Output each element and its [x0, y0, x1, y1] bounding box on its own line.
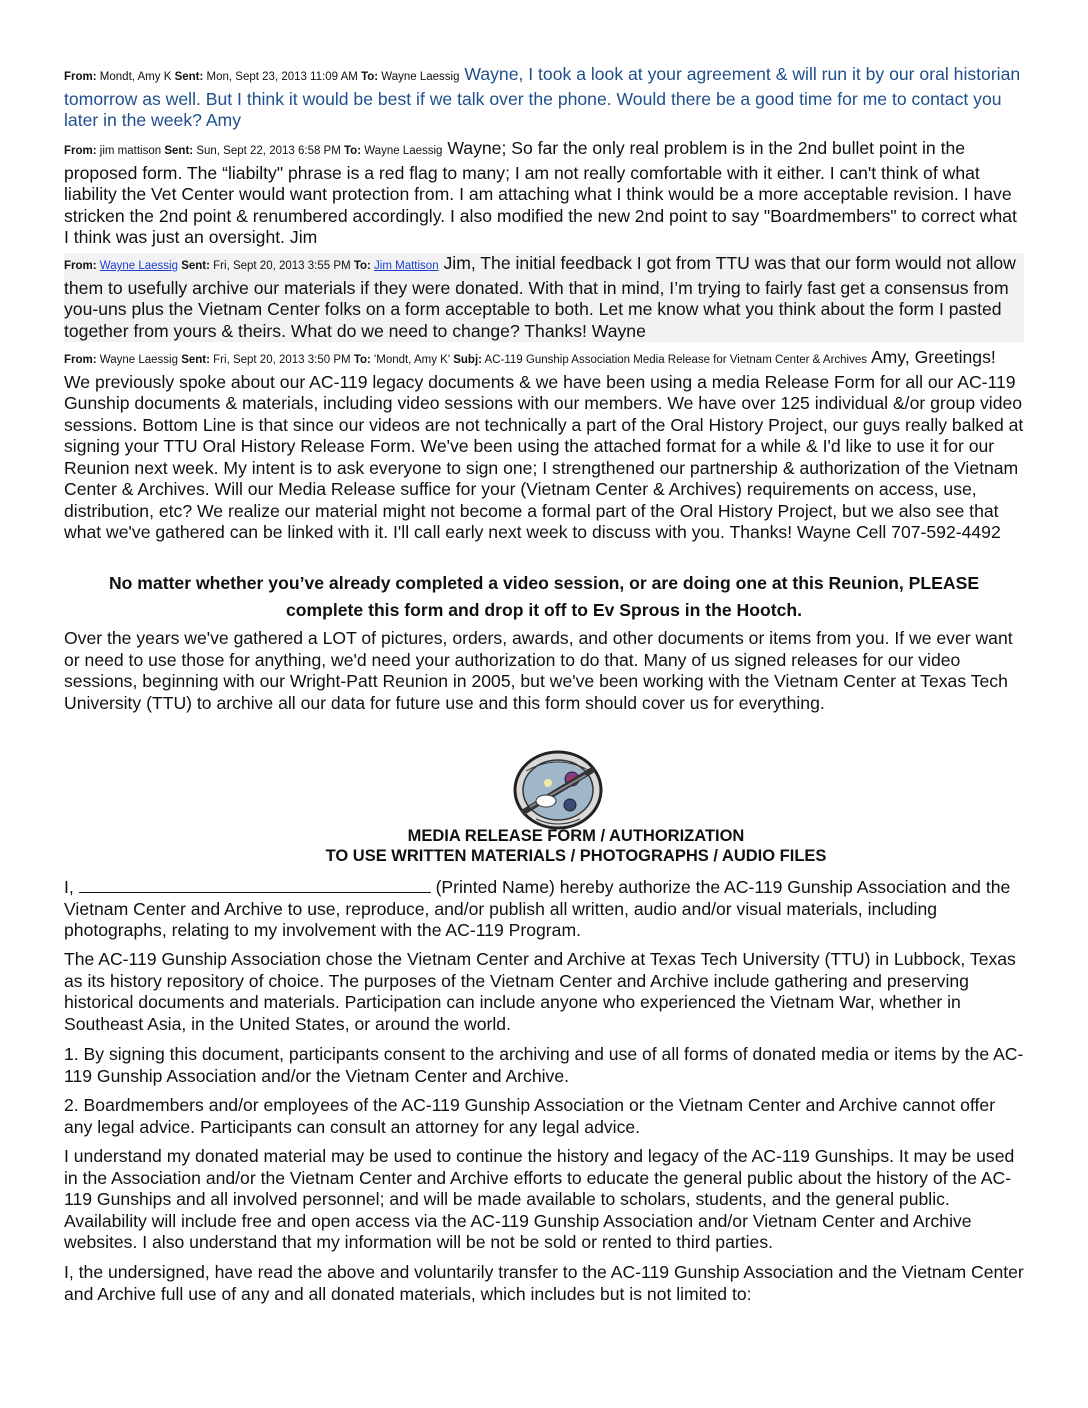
- from-value: jim mattison: [99, 145, 162, 157]
- notice-line-2: complete this form and drop it off to Ev Sprous in the Hootch.: [285, 600, 803, 620]
- sent-label: Sent:: [174, 71, 204, 83]
- to-value: Wayne Laessig: [381, 71, 460, 83]
- sent-label: Sent:: [181, 354, 210, 366]
- notice-line-1: No matter whether you’ve already completed a video session, or are doing one at this Reunion, PLEASE: [108, 573, 980, 593]
- to-label: To:: [353, 354, 371, 366]
- email-message: [64, 253, 1024, 342]
- to-label: To:: [361, 71, 379, 83]
- to-label: To:: [353, 260, 371, 272]
- subj-label: Subj:: [453, 354, 482, 366]
- to-link[interactable]: Jim Mattison: [374, 260, 439, 272]
- form-subtitle: TO USE WRITTEN MATERIALS / PHOTOGRAPHS / AUDIO FILES: [325, 847, 827, 865]
- email-body: Jim, The initial feedback I got from TTU was that our form would not allow them to usefully archive our materials if they were donated. With that in mind, I’m trying to fairly fast get a consensus from you-uns plus the Vietnam Center folks on a form acceptable to both. Let me know what you think about the form I pasted together from yours & theirs. What do we need to change? Thanks! Wayne: [64, 253, 1016, 341]
- email-message: [64, 138, 1024, 249]
- to-value: 'Mondt, Amy K': [374, 354, 451, 366]
- to-value: Wayne Laessig: [364, 145, 443, 157]
- from-label: From:: [64, 145, 97, 157]
- from-value: Mondt, Amy K: [99, 71, 172, 83]
- printed-name-field[interactable]: [79, 878, 431, 893]
- email-body: Wayne, I took a look at your agreement & will run it by our oral historian tomorrow as well. But I think it would be best if we talk over the phone. Would there be a good time for me to contact you later in the week? Amy: [64, 64, 1021, 130]
- sent-value: Fri, Sept 20, 2013 3:50 PM: [213, 354, 351, 366]
- to-label: To:: [344, 145, 362, 157]
- intro-paragraph: Over the years we've gathered a LOT of pictures, orders, awards, and other documents or items from you. If we ever want or need to use those for anything, we'd need your authorization to do that. Many of us signed releases for our video sessions, beginning with our Wright-Patt Reunion in 2005, but we've been working with the Vietnam Center at Texas Tech University (TTU) to archive all our data for future use and this form should cover us for everything.: [64, 628, 1013, 713]
- from-label: From:: [64, 354, 97, 366]
- form-paragraph-consent: 1. By signing this document, participants consent to the archiving and use of all forms of donated media or items by the AC-119 Gunship Association and/or the Vietnam Center and Archive.: [64, 1044, 1024, 1086]
- form-paragraph-repository: The AC-119 Gunship Association chose the Vietnam Center and Archive at Texas Tech University (TTU) in Lubbock, Texas as its history repository of choice. The purposes of the Vietnam Center and Archive include gathering and preserving historical documents and materials. Participation can include anyone who experienced the Vietnam War, whether in Southeast Asia, in the United States, or around the world.: [64, 949, 1016, 1034]
- email-message: [64, 64, 1024, 132]
- form-paragraph-transfer: I, the undersigned, have read the above and voluntarily transfer to the AC-119 Gunship Association and the Vietnam Center and Archive full use of any and all donated materials, which includes but is not limited to:: [64, 1262, 1024, 1304]
- sent-value: Sun, Sept 22, 2013 6:58 PM: [196, 145, 341, 157]
- sent-value: Mon, Sept 23, 2013 11:09 AM: [206, 71, 358, 83]
- from-label: From:: [64, 71, 97, 83]
- ac-119-gunship-association-patch-icon: [512, 749, 604, 831]
- printed-name-paragraph: [64, 877, 1024, 942]
- sent-value: Fri, Sept 20, 2013 3:55 PM: [213, 260, 351, 272]
- form-title: MEDIA RELEASE FORM / AUTHORIZATION: [407, 827, 745, 845]
- email-body: Wayne; So far the only real problem is in the 2nd bullet point in the proposed form. The “liabilty" phrase is a red flag to many; I am not really comfortable with it either. I can't think of what liability the Vet Center would want protection from. I am attaching what I think would be a more acceptable revision. I have stricken the 2nd point & renumbered accordingly. I also modified the new 2nd point to say "Boardmembers" to correct what I think was just an oversight. Jim: [64, 138, 1017, 247]
- from-value: Wayne Laessig: [99, 354, 178, 366]
- email-body: Amy, Greetings! We previously spoke about our AC-119 legacy documents & we have been using a media Release Form for all our AC-119 Gunship documents & materials, including video sessions with our members. We have over 125 individual &/or group video sessions. Bottom Line is that since our videos are not technically a part of the Oral History Project, our guys really balked at signing your TTU Oral History Release Form. We've been using the attached format for a while & I'd like to use it for our Reunion next week. My intent is to ask everyone to sign one; I strengthened our partnership & authorization of the Vietnam Center & Archives. Will our Media Release suffice for your (Vietnam Center & Archives) requirements on access, use, distribution, etc? We realize our material might not become a formal part of the Oral History Project, but we also see that what we've gathered can be linked with it. I'll call early next week to discuss with you. Thanks! Wayne Cell 707-592-4492: [64, 347, 1024, 542]
- email-message: [64, 347, 1024, 544]
- name-suffix: (Printed Name) hereby authorize the AC-119 Gunship Association and the Vietnam Center and Archive to use, reproduce, and/or publish all written, audio and/or visual materials, including photographs, relating to my involvement with the AC-119 Program.: [64, 877, 1011, 940]
- form-paragraph-understanding: I understand my donated material may be used to continue the history and legacy of the AC-119 Gunships. It may be used in the Association and/or the Vietnam Center and Archive efforts to educate the general public about the history of the AC-119 Gunships and all involved personnel; and will be made available to scholars, students, and the general public. Availability will include free and open access via the AC-119 Gunship Association and/or Vietnam Center and Archive websites. I also understand that my information will be not be sold or rented to third parties.: [64, 1146, 1015, 1252]
- from-link[interactable]: Wayne Laessig: [99, 260, 178, 272]
- name-prefix: I,: [64, 877, 74, 897]
- sent-label: Sent:: [164, 145, 194, 157]
- subj-value: AC-119 Gunship Association Media Release for Vietnam Center & Archives: [484, 354, 868, 366]
- from-label: From:: [64, 260, 97, 272]
- sent-label: Sent:: [181, 260, 210, 272]
- form-paragraph-legal-advice: 2. Boardmembers and/or employees of the AC-119 Gunship Association or the Vietnam Center and Archive cannot offer any legal advice. Participants can consult an attorney for any legal advice.: [64, 1095, 996, 1137]
